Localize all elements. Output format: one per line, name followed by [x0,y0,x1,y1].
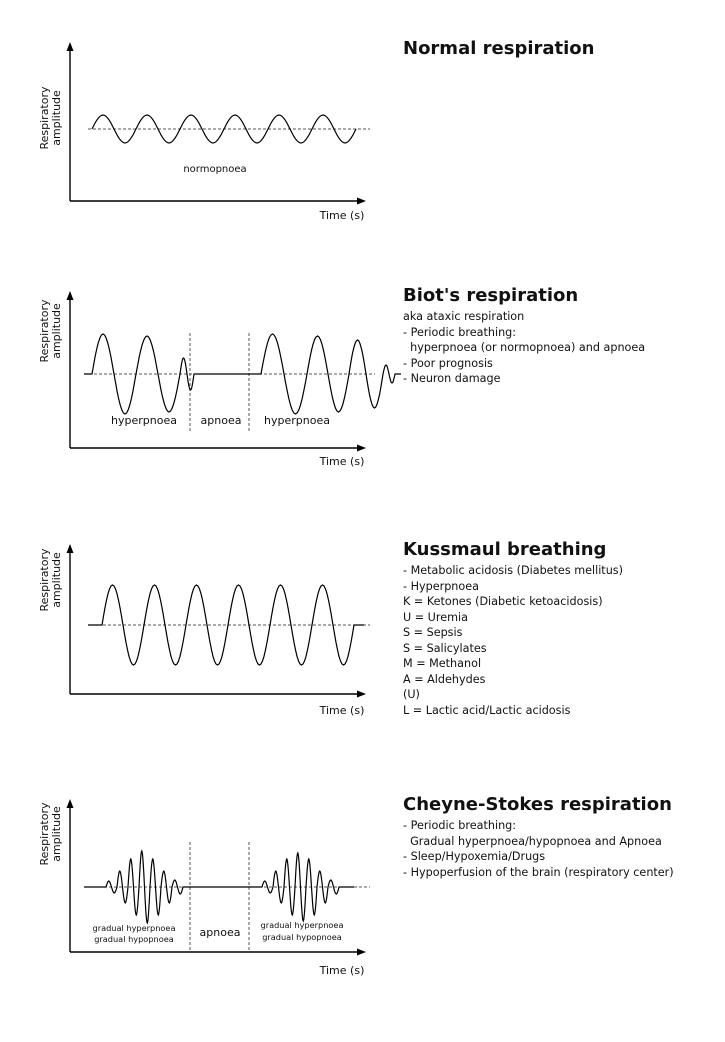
description-line: L = Lactic acid/Lactic acidosis [403,703,571,717]
description-line: S = Sepsis [403,626,463,639]
y-axis-label-line1: Respiratory [38,548,51,612]
y-axis-label-line1: Respiratory [38,802,51,866]
phase-label-apnoea: apnoea [200,414,242,427]
y-axis-label-line2: amplitude [50,303,63,359]
description-line: U = Uremia [403,610,468,624]
y-axis-arrow-icon [67,291,74,300]
y-axis-label-line2: amplitude [50,90,63,146]
cheyne-stokes-respiration-plot [0,792,390,1042]
panel-title: Cheyne-Stokes respiration [403,794,672,815]
description-line: - Metabolic acidosis (Diabetes mellitus) [403,564,623,577]
x-axis-arrow-icon [357,198,366,205]
phase-label-hyperpnoea: hyperpnoea [111,414,177,427]
y-axis-arrow-icon [67,544,74,553]
description-line: - Sleep/Hypoxemia/Drugs [403,850,546,863]
y-axis-label-line2: amplitude [50,552,63,608]
panel-cheyne-stokes-respiration [0,792,725,1042]
description-line: - Neuron damage [403,372,501,385]
y-axis-label [38,802,63,866]
biots-respiration-plot [0,283,390,533]
y-axis-label [38,299,63,363]
y-axis-label-line1: Respiratory [38,299,51,363]
y-axis-label [38,548,63,612]
y-axis-label-line2: amplitude [50,806,63,862]
description-list [403,818,723,880]
phase-label-gradual-hyperpnoea: gradual hyperpnoea [260,920,344,930]
description-line: Gradual hyperpnoea/hypopnoea and Apnoea [403,834,662,848]
x-axis-label: Time (s) [319,964,365,977]
x-axis-arrow-icon [357,445,366,452]
description-line: K = Ketones (Diabetic ketoacidosis) [403,595,603,608]
description-line: - Hyperpnoea [403,579,479,593]
description-line: A = Aldehydes [403,672,486,686]
kussmaul-breathing-description [403,539,723,718]
panel-biots-respiration [0,283,725,533]
description-line: hyperpnoea (or normopnoea) and apnoea [403,341,646,354]
description-line: - Periodic breathing: [403,819,517,832]
description-line: M = Methanol [403,657,482,670]
phase-label-apnoea: apnoea [199,926,241,939]
description-line: (U) [403,688,420,701]
respiration-waveform [92,115,356,143]
y-axis-label-line1: Respiratory [38,86,51,150]
phase-label-gradual-hyperpnoea: gradual hyperpnoea [92,923,176,933]
panel-title: Kussmaul breathing [403,539,607,560]
description-list [403,563,723,718]
x-axis-label: Time (s) [319,455,365,468]
y-axis-arrow-icon [67,799,74,808]
biots-respiration-description [403,285,723,387]
x-axis-label: Time (s) [319,209,365,222]
panel-normal-respiration [0,36,725,286]
description-list [403,309,723,387]
description-line: S = Salicylates [403,641,487,655]
phase-label-gradual-hypopnoea: gradual hypopnoea [262,932,342,942]
description-line: aka ataxic respiration [403,310,525,323]
x-axis-label: Time (s) [319,704,365,717]
phase-label-gradual-hypopnoea: gradual hypopnoea [94,934,174,944]
panel-kussmaul-breathing [0,537,725,787]
kussmaul-breathing-plot [0,537,390,787]
y-axis-arrow-icon [67,42,74,51]
x-axis-arrow-icon [357,949,366,956]
description-line: - Periodic breathing: [403,325,517,339]
description-line: - Poor prognosis [403,356,493,370]
x-axis-arrow-icon [357,691,366,698]
normal-respiration-plot [0,36,390,286]
panel-title: Normal respiration [403,38,595,59]
phase-label-normopnoea: normopnoea [183,164,247,175]
description-line: - Hypoperfusion of the brain (respiratory center) [403,865,674,879]
y-axis-label [38,86,63,150]
normal-respiration-description [403,38,723,62]
panel-title: Biot's respiration [403,285,579,306]
phase-label-hyperpnoea: hyperpnoea [264,414,330,427]
cheyne-stokes-respiration-description [403,794,723,880]
